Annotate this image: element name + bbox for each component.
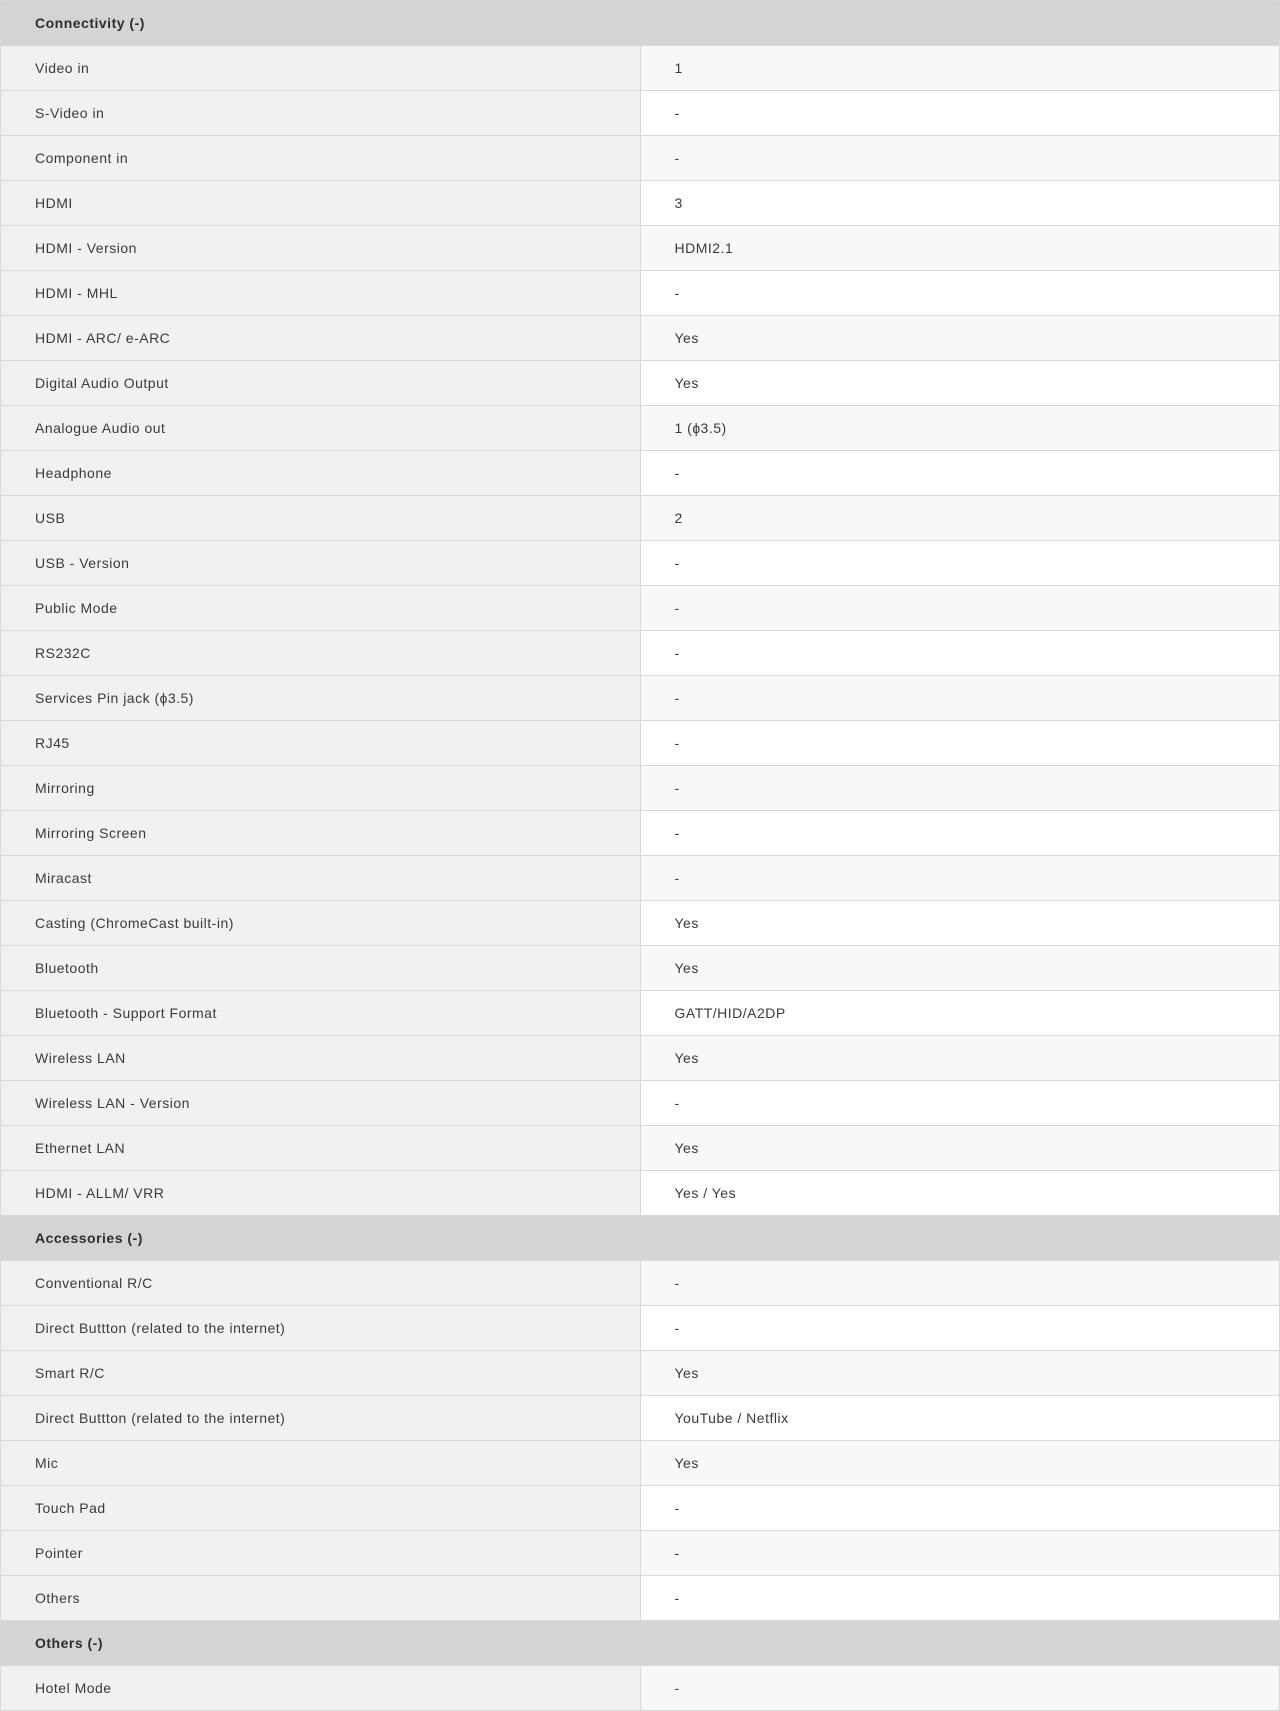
spec-row [1,1666,1280,1711]
spec-value: 3 [640,181,1280,226]
spec-row [1,1171,1280,1216]
spec-label: RJ45 [1,721,641,766]
spec-row [1,766,1280,811]
spec-row [1,946,1280,991]
spec-row [1,1396,1280,1441]
spec-value: - [640,811,1280,856]
spec-label: HDMI [1,181,641,226]
spec-label: Others [1,1576,641,1621]
spec-label: Mirroring Screen [1,811,641,856]
spec-value: Yes [640,1036,1280,1081]
spec-label: Ethernet LAN [1,1126,641,1171]
spec-row [1,316,1280,361]
spec-row [1,541,1280,586]
spec-row [1,631,1280,676]
spec-value: GATT/HID/A2DP [640,991,1280,1036]
spec-value: - [640,766,1280,811]
spec-value: Yes / Yes [640,1171,1280,1216]
spec-value: Yes [640,1441,1280,1486]
spec-value: - [640,1306,1280,1351]
spec-value: Yes [640,946,1280,991]
spec-row [1,1576,1280,1621]
spec-row [1,1531,1280,1576]
spec-row [1,1126,1280,1171]
spec-value: Yes [640,1126,1280,1171]
spec-value: - [640,541,1280,586]
spec-label: Video in [1,46,641,91]
spec-label: HDMI - MHL [1,271,641,316]
spec-value: - [640,1081,1280,1126]
spec-row [1,1261,1280,1306]
spec-label: S-Video in [1,91,641,136]
spec-value: 1 (ɸ3.5) [640,406,1280,451]
spec-value: - [640,1261,1280,1306]
spec-label: Bluetooth [1,946,641,991]
spec-value: - [640,1666,1280,1711]
spec-row [1,1486,1280,1531]
spec-row [1,1351,1280,1396]
spec-label: Public Mode [1,586,641,631]
spec-value: - [640,1576,1280,1621]
spec-row [1,901,1280,946]
spec-label: Services Pin jack (ɸ3.5) [1,676,641,721]
spec-row [1,361,1280,406]
spec-label: Hotel Mode [1,1666,641,1711]
spec-value: YouTube / Netflix [640,1396,1280,1441]
spec-row [1,406,1280,451]
spec-value: - [640,631,1280,676]
spec-row [1,991,1280,1036]
section-title: Others (-) [1,1621,1280,1666]
spec-label: Smart R/C [1,1351,641,1396]
spec-label: Miracast [1,856,641,901]
spec-row [1,586,1280,631]
spec-value: HDMI2.1 [640,226,1280,271]
spec-row [1,1441,1280,1486]
spec-value: 2 [640,496,1280,541]
spec-value: - [640,451,1280,496]
spec-row [1,811,1280,856]
spec-row [1,856,1280,901]
spec-label: Mic [1,1441,641,1486]
spec-value: Yes [640,901,1280,946]
spec-label: Mirroring [1,766,641,811]
section-title: Accessories (-) [1,1216,1280,1261]
spec-row [1,226,1280,271]
spec-label: Touch Pad [1,1486,641,1531]
spec-value: - [640,721,1280,766]
spec-value: - [640,586,1280,631]
spec-value: Yes [640,361,1280,406]
spec-label: Headphone [1,451,641,496]
spec-row [1,1036,1280,1081]
spec-label: Digital Audio Output [1,361,641,406]
section-header-row [1,1621,1280,1666]
spec-label: Casting (ChromeCast built-in) [1,901,641,946]
spec-value: - [640,676,1280,721]
spec-value: Yes [640,316,1280,361]
spec-value: Yes [640,1351,1280,1396]
spec-label: HDMI - ARC/ e-ARC [1,316,641,361]
spec-value: - [640,91,1280,136]
spec-value: - [640,856,1280,901]
spec-row [1,496,1280,541]
spec-label: USB - Version [1,541,641,586]
spec-table-body [1,1,1280,1711]
spec-label: Analogue Audio out [1,406,641,451]
spec-row [1,271,1280,316]
spec-label: Direct Buttton (related to the internet) [1,1396,641,1441]
spec-label: Wireless LAN - Version [1,1081,641,1126]
spec-label: RS232C [1,631,641,676]
spec-value: - [640,136,1280,181]
spec-value: 1 [640,46,1280,91]
spec-value: - [640,1486,1280,1531]
spec-row [1,1081,1280,1126]
spec-row [1,136,1280,181]
spec-label: HDMI - Version [1,226,641,271]
spec-label: Wireless LAN [1,1036,641,1081]
spec-row [1,181,1280,226]
spec-label: Bluetooth - Support Format [1,991,641,1036]
spec-row [1,676,1280,721]
spec-value: - [640,271,1280,316]
section-title: Connectivity (-) [1,1,1280,46]
section-header-row [1,1,1280,46]
spec-row [1,46,1280,91]
spec-label: Conventional R/C [1,1261,641,1306]
spec-row [1,91,1280,136]
spec-label: Direct Buttton (related to the internet) [1,1306,641,1351]
spec-label: HDMI - ALLM/ VRR [1,1171,641,1216]
spec-row [1,451,1280,496]
spec-label: Component in [1,136,641,181]
spec-label: USB [1,496,641,541]
spec-label: Pointer [1,1531,641,1576]
spec-row [1,1306,1280,1351]
section-header-row [1,1216,1280,1261]
spec-row [1,721,1280,766]
spec-value: - [640,1531,1280,1576]
